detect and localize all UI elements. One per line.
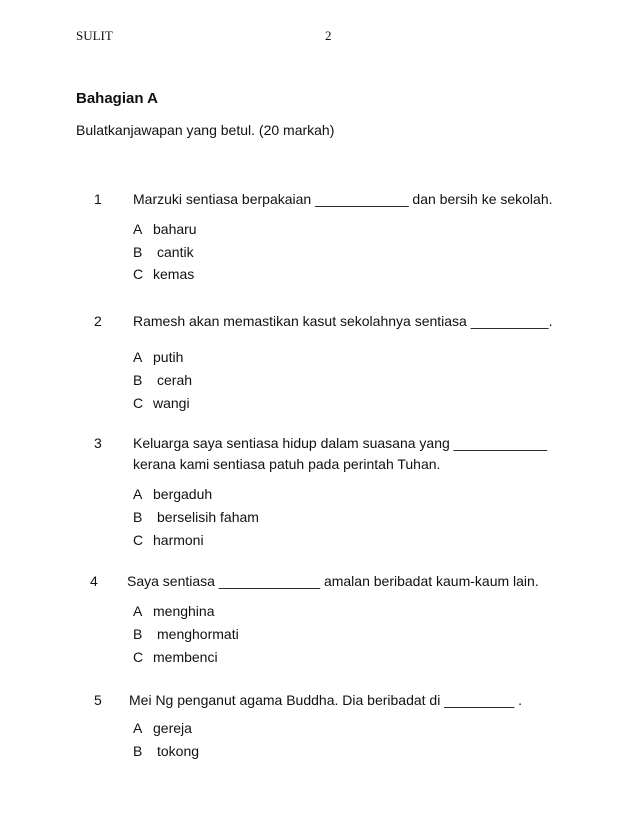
option-text: cerah xyxy=(157,372,193,388)
option-a[interactable] xyxy=(133,486,212,502)
section-title: Bahagian A xyxy=(76,90,158,107)
option-a[interactable] xyxy=(133,603,215,619)
option-letter: A xyxy=(133,349,143,365)
option-letter: C xyxy=(133,266,144,282)
option-c[interactable] xyxy=(133,532,204,548)
option-text: menghormati xyxy=(157,626,239,642)
option-text: harmoni xyxy=(153,532,204,548)
option-c[interactable] xyxy=(133,266,194,282)
option-c[interactable] xyxy=(133,649,218,665)
option-text: putih xyxy=(153,349,184,365)
option-b[interactable] xyxy=(133,626,239,642)
question-number: 4 xyxy=(90,573,98,589)
question-text: Mei Ng penganut agama Buddha. Dia beribadat di _________ . xyxy=(129,692,523,708)
option-letter: C xyxy=(133,395,144,411)
option-c[interactable] xyxy=(133,395,190,411)
option-text: tokong xyxy=(157,743,200,759)
option-a[interactable] xyxy=(133,221,197,237)
question-number: 3 xyxy=(94,435,102,451)
option-b[interactable] xyxy=(133,509,259,525)
question-text: Keluarga saya sentiasa hidup dalam suasana yang ____________ kerana kami sentiasa patuh pada perintah Tuhan. xyxy=(133,435,548,472)
question-text: Ramesh akan memastikan kasut sekolahnya sentiasa __________. xyxy=(133,313,553,329)
option-letter: B xyxy=(133,372,143,388)
option-text: membenci xyxy=(153,649,218,665)
question-text: Saya sentiasa _____________ amalan beribadat kaum-kaum lain. xyxy=(127,573,539,589)
option-text: cantik xyxy=(157,244,194,260)
option-letter: B xyxy=(133,244,143,260)
option-text: bergaduh xyxy=(153,486,213,502)
option-text: gereja xyxy=(153,720,192,736)
question-number: 1 xyxy=(94,191,102,207)
section-instructions: Bulatkanjawapan yang betul. (20 markah) xyxy=(76,122,335,138)
option-letter: B xyxy=(133,743,143,759)
option-letter: A xyxy=(133,221,143,237)
option-a[interactable] xyxy=(133,720,192,736)
option-letter: A xyxy=(133,603,143,619)
question-number: 2 xyxy=(94,313,102,329)
option-b[interactable] xyxy=(133,372,192,388)
option-text: wangi xyxy=(153,395,190,411)
option-letter: A xyxy=(133,720,143,736)
option-text: baharu xyxy=(153,221,197,237)
question-number: 5 xyxy=(94,692,102,708)
option-text: kemas xyxy=(153,266,195,282)
option-letter: A xyxy=(133,486,143,502)
option-b[interactable] xyxy=(133,244,194,260)
page-header-label: SULIT xyxy=(76,28,113,43)
option-text: menghina xyxy=(153,603,215,619)
option-a[interactable] xyxy=(133,349,183,365)
option-letter: C xyxy=(133,532,144,548)
option-letter: B xyxy=(133,626,143,642)
option-text: berselisih faham xyxy=(157,509,259,525)
question-text: Marzuki sentiasa berpakaian ____________ dan bersih ke sekolah. xyxy=(133,191,553,207)
option-letter: B xyxy=(133,509,143,525)
option-letter: C xyxy=(133,649,144,665)
page-number: 2 xyxy=(325,28,332,43)
option-b[interactable] xyxy=(133,743,199,759)
